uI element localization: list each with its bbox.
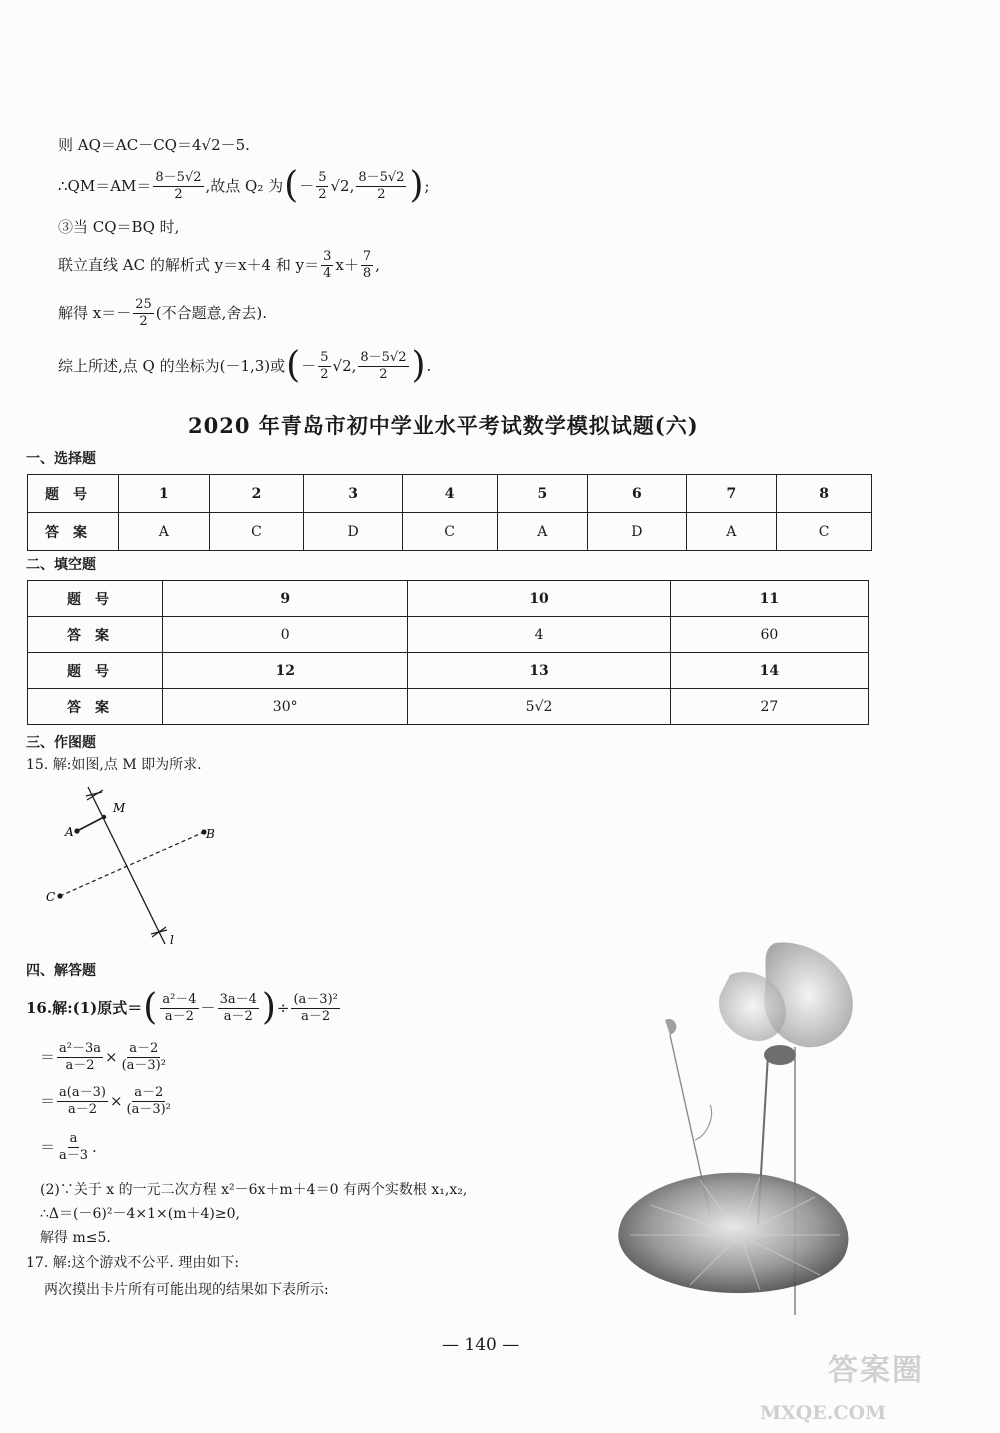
fraction-numerator: 3a－4	[219, 991, 257, 1007]
fraction-denominator: 2	[320, 366, 329, 382]
fraction-numerator: 3	[323, 249, 332, 264]
fraction-denominator: a－2	[223, 1008, 253, 1024]
label-c: C	[46, 890, 56, 904]
fraction-denominator: a－2	[65, 1057, 95, 1073]
fraction	[361, 250, 373, 280]
answer-cell: A	[497, 513, 588, 551]
label-l: l	[170, 933, 174, 947]
point-m	[102, 815, 106, 819]
right-paren: )	[411, 345, 426, 386]
minus-sign: －	[200, 998, 216, 1017]
fraction-numerator: 8－5√2	[155, 169, 202, 185]
fraction	[218, 993, 259, 1023]
table-row	[28, 475, 872, 513]
fraction-numerator: 5	[320, 349, 329, 365]
fraction	[153, 171, 203, 201]
construction-diagram	[40, 782, 240, 952]
question-number: 6	[588, 475, 686, 513]
point-a	[74, 828, 79, 833]
text-qm-mid: ,故点 Q₂ 为	[205, 176, 284, 195]
table-row	[28, 581, 869, 617]
question-number: 5	[497, 475, 588, 513]
table-row	[28, 617, 869, 653]
fraction	[356, 171, 406, 201]
fraction-denominator: a－2	[67, 1101, 97, 1117]
question-number: 14	[670, 653, 868, 689]
perpendicular-line-l	[88, 787, 165, 944]
q16-label: 16.解:(1)原式＝	[26, 998, 143, 1017]
label-a: A	[65, 825, 74, 839]
answer-cell: 30°	[163, 689, 408, 725]
q16-step-3	[40, 1132, 97, 1162]
fraction-denominator: 4	[323, 265, 332, 281]
choice-answer-table	[27, 474, 872, 551]
answer-cell: A	[686, 513, 777, 551]
watermark-url: MXQE.COM	[760, 1402, 887, 1424]
text-sqrt2: √2,	[330, 176, 355, 195]
fraction-denominator: (a－3)²	[126, 1101, 171, 1117]
text-sqrt2: √2,	[332, 356, 357, 375]
fraction	[291, 993, 339, 1023]
answer-cell: 5√2	[408, 689, 670, 725]
fraction-numerator: 7	[362, 249, 372, 264]
fraction	[57, 1086, 108, 1116]
fraction-denominator: 8	[362, 265, 372, 281]
equals-sign: ＝	[40, 1137, 56, 1156]
text-qm-pre: ∴QM＝AM＝	[58, 176, 152, 195]
point-c	[57, 893, 62, 898]
fraction-numerator: a²－4	[162, 991, 197, 1007]
arc-mark-bottom	[152, 927, 166, 937]
text-period: .	[426, 356, 432, 375]
fraction-denominator: 2	[139, 313, 148, 329]
right-paren: )	[261, 987, 276, 1028]
fraction-denominator: a－2	[301, 1008, 331, 1024]
text-line-aq: 则 AQ＝AC－CQ＝4√2－5.	[58, 136, 250, 154]
right-paren: )	[409, 165, 424, 206]
question-number: 10	[408, 581, 670, 617]
fraction	[120, 1042, 168, 1072]
section-heading-fill: 二、填空题	[26, 557, 96, 573]
question-number: 7	[686, 475, 777, 513]
divide-sign: ÷	[276, 998, 290, 1017]
fraction	[57, 1042, 103, 1072]
q17-intro: 两次摸出卡片所有可能出现的结果如下表所示:	[44, 1282, 329, 1298]
fraction-denominator: 2	[377, 186, 386, 202]
row-label-answer: 答案	[28, 689, 163, 725]
fraction	[318, 351, 330, 381]
table-row	[28, 689, 869, 725]
fraction-numerator: 5	[318, 169, 327, 185]
watermark-text: 答案圈	[828, 1353, 924, 1388]
text-line-solve-x	[58, 298, 267, 328]
answer-cell: 0	[163, 617, 408, 653]
page-number: — 140 —	[442, 1335, 520, 1355]
text-period: .	[92, 1137, 97, 1156]
q17-statement: 17. 解:这个游戏不公平. 理由如下:	[26, 1255, 240, 1271]
text-conclusion-pre: 综上所述,点 Q 的坐标为(－1,3)或	[58, 356, 286, 375]
answer-cell: 27	[670, 689, 868, 725]
fraction-numerator: a(a－3)	[59, 1085, 106, 1100]
fraction	[316, 171, 328, 201]
question-number: 8	[777, 475, 872, 513]
left-paren: (	[286, 345, 301, 386]
fraction-numerator: (a－3)²	[293, 991, 338, 1007]
fraction-numerator: a	[69, 1131, 78, 1146]
equals-sign: ＝	[40, 1091, 56, 1110]
q16-part2-line1: (2)∵关于 x 的一元二次方程 x²－6x＋m＋4＝0 有两个实数根 x₁,x₂,	[40, 1182, 468, 1198]
section-heading-solutions: 四、解答题	[26, 963, 96, 979]
fraction-denominator: 2	[174, 186, 183, 202]
segment-cb-dashed	[60, 832, 204, 896]
text-line-cq-bq: ③当 CQ＝BQ 时,	[58, 218, 180, 236]
row-label-answer: 答案	[28, 617, 163, 653]
question-number: 11	[670, 581, 868, 617]
row-label-number: 题号	[28, 475, 119, 513]
fraction-numerator: a－2	[129, 1041, 159, 1056]
fill-answer-table	[27, 580, 869, 725]
fraction-denominator: 2	[379, 366, 388, 382]
fraction	[160, 993, 198, 1023]
fraction	[133, 298, 154, 328]
row-label-number: 题号	[28, 653, 163, 689]
question-number: 2	[209, 475, 304, 513]
text-simul-mid: x＋	[335, 255, 359, 274]
answer-cell: 60	[670, 617, 868, 653]
table-row	[28, 513, 872, 551]
fraction-denominator: a－2	[164, 1008, 194, 1024]
section-heading-choice: 一、选择题	[26, 451, 96, 467]
text-solve-pre: 解得 x＝－	[58, 303, 132, 322]
row-label-number: 题号	[28, 581, 163, 617]
exam-title: 2020 年青岛市初中学业水平考试数学模拟试题(六)	[188, 413, 699, 438]
question-number: 1	[119, 475, 210, 513]
times-sign: ×	[109, 1091, 123, 1110]
answer-cell: C	[209, 513, 304, 551]
minus-sign: －	[301, 356, 317, 375]
text-simul-pre: 联立直线 AC 的解析式 y＝x＋4 和 y＝	[58, 255, 320, 274]
text-line-simultaneous	[58, 250, 380, 280]
answer-cell: 4	[408, 617, 670, 653]
left-paren: (	[143, 987, 158, 1028]
fraction-denominator: 2	[318, 186, 327, 202]
equals-sign: ＝	[40, 1047, 56, 1066]
left-paren: (	[284, 165, 299, 206]
lotus-detail	[695, 1105, 712, 1140]
lotus-bud	[764, 1045, 796, 1065]
question-number: 3	[304, 475, 402, 513]
fraction	[321, 250, 333, 280]
question-number: 4	[402, 475, 497, 513]
section-heading-construction: 三、作图题	[26, 735, 96, 751]
q16-part2-line2: ∴Δ＝(－6)²－4×1×(m＋4)≥0,	[40, 1206, 240, 1222]
text-line-conclusion	[58, 345, 432, 386]
question-number: 9	[163, 581, 408, 617]
q16-step-1	[40, 1042, 170, 1072]
text-comma: ,	[375, 255, 380, 274]
times-sign: ×	[105, 1047, 118, 1066]
q16-original-expression	[26, 987, 342, 1028]
answer-cell: C	[777, 513, 872, 551]
fraction	[57, 1132, 90, 1162]
fraction	[125, 1086, 173, 1116]
fraction-numerator: 8－5√2	[360, 349, 407, 365]
answer-cell: C	[402, 513, 497, 551]
segment-am	[77, 817, 104, 831]
text-solve-end: (不合题意,舍去).	[155, 303, 268, 322]
fraction-numerator: 8－5√2	[358, 169, 405, 185]
table-row	[28, 653, 869, 689]
minus-sign: －	[299, 176, 315, 195]
answer-cell: A	[119, 513, 210, 551]
fraction-denominator: (a－3)²	[121, 1057, 166, 1073]
q16-part2-line3: 解得 m≤5.	[40, 1230, 111, 1246]
label-b: B	[206, 827, 215, 841]
q15-statement: 15. 解:如图,点 M 即为所求.	[26, 757, 202, 773]
fraction-numerator: a－2	[134, 1085, 164, 1100]
lotus-illustration	[590, 935, 860, 1315]
q16-step-2	[40, 1086, 175, 1116]
watermark-logo	[828, 1345, 948, 1397]
text-semicolon: ;	[424, 176, 430, 195]
row-label-answer: 答案	[28, 513, 119, 551]
text-line-qm	[58, 165, 430, 206]
question-number: 13	[408, 653, 670, 689]
question-number: 12	[163, 653, 408, 689]
fraction-denominator: a－3	[59, 1147, 89, 1163]
fraction-numerator: 25	[135, 297, 152, 312]
label-m: M	[113, 801, 126, 815]
answer-cell: D	[588, 513, 686, 551]
answer-cell: D	[304, 513, 402, 551]
lotus-bud	[665, 1019, 676, 1035]
fraction	[358, 351, 408, 381]
fraction-numerator: a²－3a	[59, 1041, 101, 1056]
